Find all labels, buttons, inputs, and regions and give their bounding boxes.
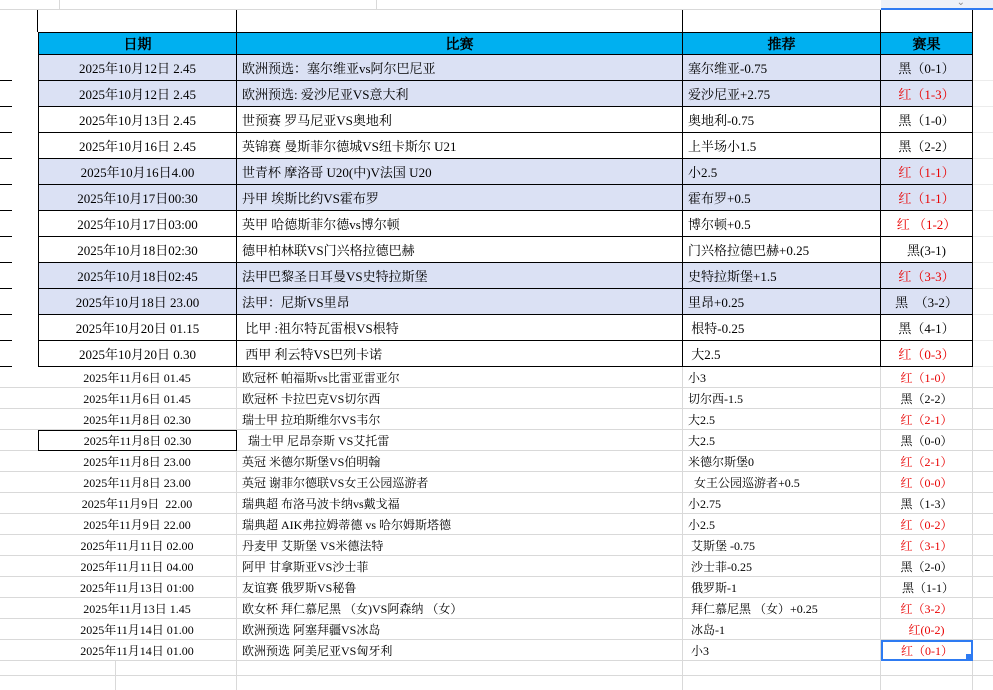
table-row [0,315,993,341]
partial-top-row [0,0,993,10]
table-row [0,577,993,598]
pick-cell[interactable]: 沙士菲-0.25 [683,556,881,577]
filler [973,367,993,388]
table-row [0,367,993,388]
pick-cell[interactable]: 大2.5 [683,341,881,367]
empty-cell[interactable] [237,10,683,32]
filler [973,388,993,409]
gutter [0,493,38,514]
pick-cell[interactable]: 大2.5 [683,409,881,430]
result-cell[interactable]: 红（1-1） [881,185,973,211]
chevron-down-icon: ⌄ [956,0,965,8]
match-cell[interactable]: 法甲巴黎圣日耳曼VS史特拉斯堡 [237,263,683,289]
empty-cell[interactable] [683,10,881,32]
result-cell[interactable]: 黑（1-1） [881,577,973,598]
result-cell[interactable]: 黑（4-1） [881,315,973,341]
result-cell[interactable]: 黑 （3-2） [881,289,973,315]
filler [973,237,993,263]
table-row [0,514,993,535]
date-cell[interactable]: 2025年11月8日 23.00 [38,472,237,493]
table-row [0,640,993,661]
pick-cell[interactable]: 根特-0.25 [683,315,881,341]
filler [973,493,993,514]
match-cell[interactable]: 瑞典超 布洛马波卡纳vs戴戈福 [237,493,683,514]
match-cell[interactable]: 欧洲预选: 爱沙尼亚VS意大利 [237,81,683,107]
gutter [0,81,38,107]
date-cell[interactable]: 2025年10月16日 2.45 [38,133,237,159]
match-cell[interactable]: 瑞士甲 拉珀斯维尔VS韦尔 [237,409,683,430]
table-row [0,430,993,451]
match-cell[interactable]: 英冠 米德尔斯堡VS伯明翰 [237,451,683,472]
result-cell[interactable]: 红（3-2） [881,598,973,619]
gridline [0,675,993,676]
table-row [0,159,993,185]
pick-cell[interactable]: 奥地利-0.75 [683,107,881,133]
gutter [0,472,38,493]
empty-cell[interactable] [973,10,993,32]
pick-cell[interactable]: 小2.5 [683,514,881,535]
date-cell[interactable]: 2025年11月8日 23.00 [38,451,237,472]
table-row [0,341,993,367]
pick-cell[interactable]: 拜仁慕尼黑 （女）+0.25 [683,598,881,619]
pick-cell[interactable]: 女王公园巡游者+0.5 [683,472,881,493]
filler [973,619,993,640]
date-cell[interactable]: 2025年11月8日 02.30 [38,430,237,451]
filler [973,133,993,159]
pick-cell[interactable]: 小2.75 [683,493,881,514]
filler [973,159,993,185]
match-cell[interactable]: 瑞士甲 尼昂奈斯 VS艾托雷 [237,430,683,451]
date-cell[interactable]: 2025年10月20日 0.30 [38,341,237,367]
result-cell[interactable]: 黑(3-1) [881,237,973,263]
table-row [0,133,993,159]
match-cell[interactable]: 法甲：尼斯VS里昂 [237,289,683,315]
pick-cell[interactable]: 里昂+0.25 [683,289,881,315]
table-row [0,81,993,107]
header-date[interactable]: 日期 [38,32,237,55]
filler [973,598,993,619]
header-result[interactable]: 赛果 [881,32,973,55]
match-cell[interactable]: 英冠 谢菲尔德联VS女王公园巡游者 [237,472,683,493]
empty-cell[interactable] [881,10,973,32]
gutter [0,289,38,315]
result-cell[interactable]: 红（0-2） [881,514,973,535]
gutter [0,211,38,237]
fill-handle[interactable] [965,653,972,660]
gridline [236,661,237,690]
result-cell[interactable]: 红（1-1） [881,159,973,185]
table-row [0,598,993,619]
table-row [0,472,993,493]
pick-cell[interactable]: 爱沙尼亚+2.75 [683,81,881,107]
pick-cell[interactable]: 小3 [683,367,881,388]
gutter [0,430,38,451]
header-pick[interactable]: 推荐 [683,32,881,55]
match-cell[interactable]: 世青杯 摩洛哥 U20(中)V法国 U20 [237,159,683,185]
gridline [972,661,973,690]
pick-cell[interactable]: 博尔顿+0.5 [683,211,881,237]
gutter [0,577,38,598]
gridline [682,661,683,690]
match-cell[interactable]: 欧洲预选：塞尔维亚vs阿尔巴尼亚 [237,55,683,81]
result-cell[interactable]: 黑（2-2） [881,133,973,159]
pick-cell[interactable]: 塞尔维亚-0.75 [683,55,881,81]
pick-cell[interactable]: 小2.5 [683,159,881,185]
gutter [0,107,38,133]
table-row [0,55,993,81]
result-cell[interactable]: 黑（2-2） [881,388,973,409]
pick-cell[interactable]: 小3 [683,640,881,661]
match-cell[interactable]: 欧冠杯 帕福斯vs比雷亚雷亚尔 [237,367,683,388]
match-cell[interactable]: 欧女杯 拜仁慕尼黑 （女)VS阿森纳 （女） [237,598,683,619]
pick-cell[interactable]: 史特拉斯堡+1.5 [683,263,881,289]
gutter [0,535,38,556]
filler [973,32,993,55]
header-match[interactable]: 比赛 [237,32,683,55]
result-cell[interactable]: 红（0-0） [881,472,973,493]
filler [973,472,993,493]
date-cell[interactable]: 2025年11月11日 04.00 [38,556,237,577]
filler [973,211,993,237]
filler [973,451,993,472]
match-cell[interactable]: 丹甲 埃斯比约VS霍布罗 [237,185,683,211]
gutter [0,409,38,430]
pick-cell[interactable]: 上半场小1.5 [683,133,881,159]
gridline [59,0,60,10]
result-cell[interactable]: 红(0-2) [881,619,973,640]
pick-cell[interactable]: 艾斯堡 -0.75 [683,535,881,556]
table-row [0,263,993,289]
match-cell[interactable]: 欧洲预选 阿美尼亚VS匈牙利 [237,640,683,661]
pick-cell[interactable]: 切尔西-1.5 [683,388,881,409]
date-cell[interactable]: 2025年11月11日 02.00 [38,535,237,556]
date-cell[interactable]: 2025年10月18日 23.00 [38,289,237,315]
gutter [0,55,38,81]
date-cell[interactable]: 2025年11月6日 01.45 [38,388,237,409]
match-cell[interactable]: 丹麦甲 艾斯堡 VS米德法特 [237,535,683,556]
gutter [0,159,38,185]
date-cell[interactable]: 2025年10月13日 2.45 [38,107,237,133]
table-row [0,211,993,237]
pick-cell[interactable]: 大2.5 [683,430,881,451]
match-cell[interactable]: 瑞典超 AIK弗拉姆蒂德 vs 哈尔姆斯塔德 [237,514,683,535]
gutter [0,451,38,472]
filler [973,289,993,315]
gutter [0,367,38,388]
cell-above-selection[interactable] [881,0,993,10]
date-cell[interactable]: 2025年11月9日 22.00 [38,514,237,535]
bottom-empty-rows [0,661,993,690]
date-cell[interactable]: 2025年10月16日4.00 [38,159,237,185]
gutter [0,514,38,535]
date-cell[interactable]: 2025年10月12日 2.45 [38,81,237,107]
table-row [0,107,993,133]
filler [973,409,993,430]
gutter [0,263,38,289]
result-cell[interactable]: 红（0-1） [881,640,973,661]
table-row [0,388,993,409]
date-cell[interactable]: 2025年11月13日 1.45 [38,598,237,619]
gutter [0,619,38,640]
table-row [0,535,993,556]
date-cell[interactable]: 2025年10月18日02:45 [38,263,237,289]
match-cell[interactable]: 友谊赛 俄罗斯VS秘鲁 [237,577,683,598]
filler [973,185,993,211]
result-cell[interactable]: 红（0-3） [881,341,973,367]
table-row [0,556,993,577]
pick-cell[interactable]: 米德尔斯堡0 [683,451,881,472]
table-row [0,289,993,315]
match-cell[interactable]: 英甲 哈德斯菲尔德vs博尔顿 [237,211,683,237]
table-row [0,409,993,430]
empty-cell[interactable] [38,10,237,32]
gutter [0,237,38,263]
filler [973,556,993,577]
filler [973,430,993,451]
filler [973,81,993,107]
gutter [0,556,38,577]
date-cell[interactable]: 2025年11月9日 22.00 [38,493,237,514]
filler [973,55,993,81]
gutter [0,32,38,55]
match-cell[interactable]: 阿甲 甘拿斯亚VS沙士菲 [237,556,683,577]
result-cell[interactable]: 红（3-3） [881,263,973,289]
gutter [0,315,38,341]
date-cell[interactable]: 2025年11月6日 01.45 [38,367,237,388]
gutter [0,640,38,661]
gridline [115,661,116,690]
pick-cell[interactable]: 门兴格拉德巴赫+0.25 [683,237,881,263]
date-cell[interactable]: 2025年10月12日 2.45 [38,55,237,81]
match-cell[interactable]: 英锦赛 曼斯菲尔德城VS纽卡斯尔 U21 [237,133,683,159]
match-cell[interactable]: 欧冠杯 卡拉巴克VS切尔西 [237,388,683,409]
result-cell[interactable]: 红（2-1） [881,451,973,472]
match-cell[interactable]: 比甲 :祖尔特瓦雷根VS根特 [237,315,683,341]
result-cell[interactable]: 黑（1-3） [881,493,973,514]
gutter [0,598,38,619]
date-cell[interactable]: 2025年10月17日03:00 [38,211,237,237]
filler [973,514,993,535]
gridline [880,661,881,690]
table-row [0,451,993,472]
filler [973,535,993,556]
filler [973,263,993,289]
date-cell[interactable]: 2025年10月20日 01.15 [38,315,237,341]
result-cell[interactable]: 红 （1-2） [881,211,973,237]
match-cell[interactable]: 世预赛 罗马尼亚VS奥地利 [237,107,683,133]
filler [973,107,993,133]
gutter [0,133,38,159]
table-body [0,55,993,661]
result-cell[interactable]: 黑（1-0） [881,107,973,133]
table-row [0,185,993,211]
date-cell[interactable]: 2025年11月14日 01.00 [38,619,237,640]
result-cell[interactable]: 红（1-0） [881,367,973,388]
gutter [0,185,38,211]
result-cell[interactable]: 红（1-3） [881,81,973,107]
date-cell[interactable]: 2025年10月18日02:30 [38,237,237,263]
result-cell[interactable]: 黑（0-1） [881,55,973,81]
date-cell[interactable]: 2025年10月17日00:30 [38,185,237,211]
table-row [0,237,993,263]
filler [973,577,993,598]
pick-cell[interactable]: 霍布罗+0.5 [683,185,881,211]
empty-cell[interactable] [0,10,38,32]
date-cell[interactable]: 2025年11月8日 02.30 [38,409,237,430]
filler [973,341,993,367]
date-cell[interactable]: 2025年11月14日 01.00 [38,640,237,661]
result-cell[interactable]: 红（2-1） [881,409,973,430]
gutter [0,341,38,367]
match-cell[interactable]: 欧洲预选 阿塞拜疆VS冰岛 [237,619,683,640]
result-cell[interactable]: 红（3-1） [881,535,973,556]
pick-cell[interactable]: 俄罗斯-1 [683,577,881,598]
empty-row [0,10,993,32]
match-cell[interactable]: 西甲 利云特VS巴列卡诺 [237,341,683,367]
filler [973,640,993,661]
match-cell[interactable]: 德甲柏林联VS门兴格拉德巴赫 [237,237,683,263]
filler [973,315,993,341]
date-cell[interactable]: 2025年11月13日 01:00 [38,577,237,598]
gridline [376,0,377,10]
pick-cell[interactable]: 冰岛-1 [683,619,881,640]
table-row [0,493,993,514]
table-header-row [0,32,993,55]
gutter [0,388,38,409]
table-row [0,619,993,640]
result-cell[interactable]: 黑（0-0） [881,430,973,451]
result-cell[interactable]: 黑（2-0） [881,556,973,577]
